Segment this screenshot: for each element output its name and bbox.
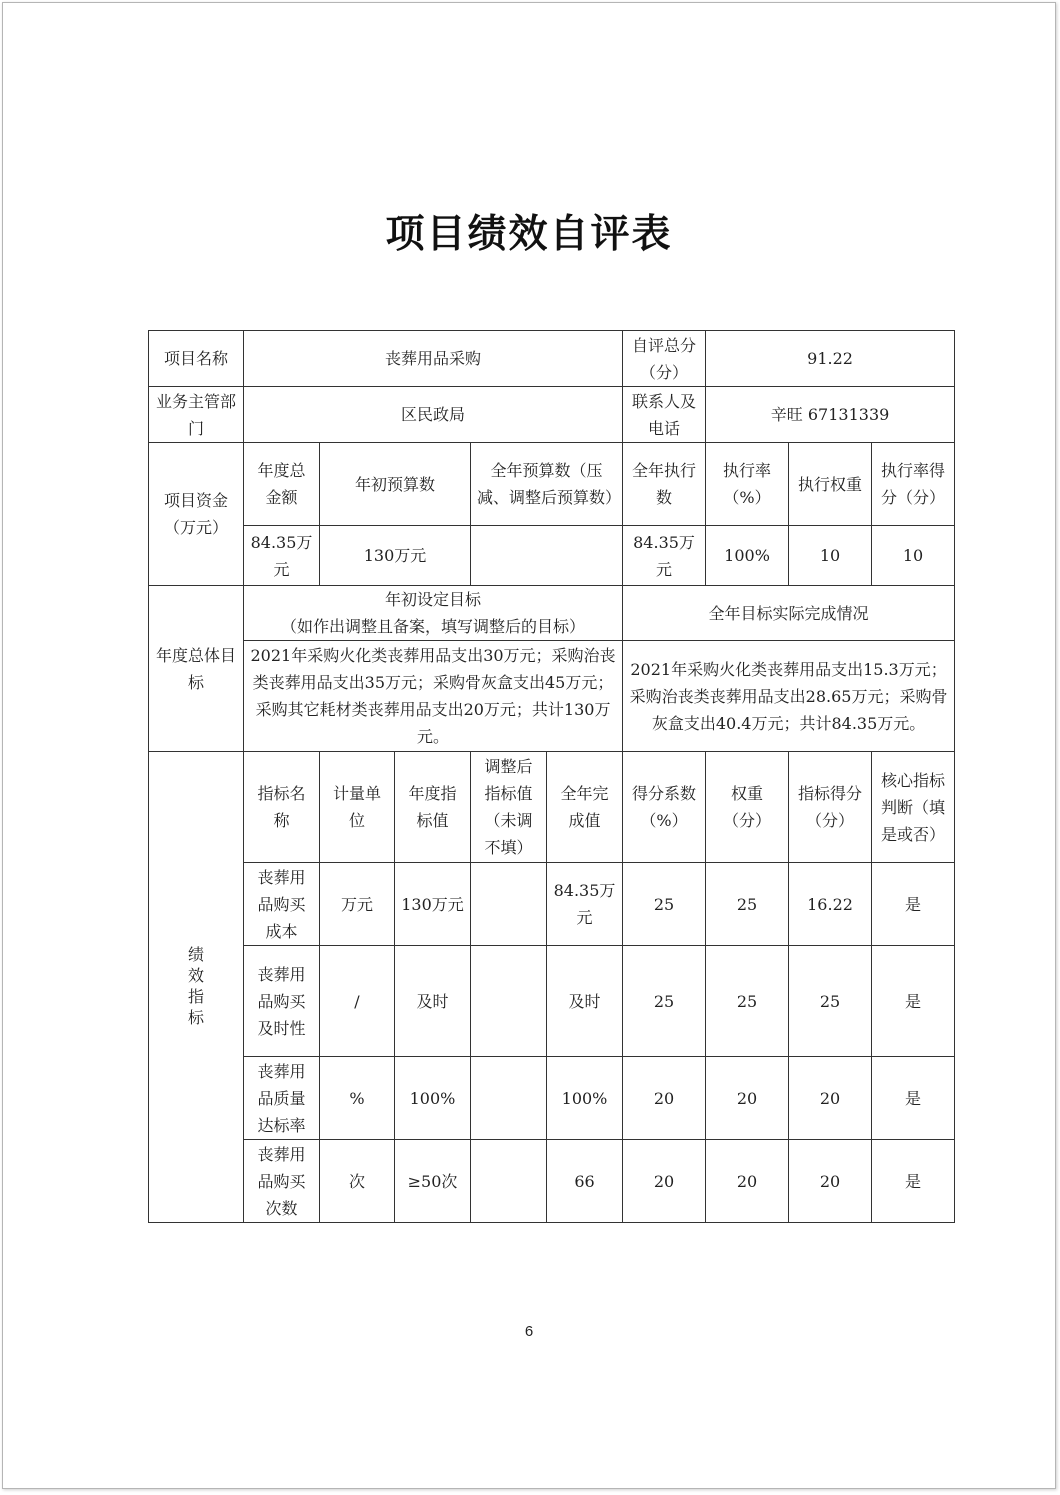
ind-weight: 25 bbox=[706, 946, 789, 1057]
goals-label: 年度总体目标 bbox=[149, 586, 244, 752]
project-name-label: 项目名称 bbox=[149, 331, 244, 387]
ind-annual: 100% bbox=[395, 1057, 471, 1140]
page-number: 6 bbox=[524, 1323, 534, 1340]
self-score-label: 自评总分（分） bbox=[623, 331, 706, 387]
funds-header-total: 年度总金额 bbox=[244, 443, 320, 526]
ind-coefficient: 25 bbox=[623, 863, 706, 946]
funds-header-adjusted: 全年预算数（压减、调整后预算数） bbox=[471, 443, 623, 526]
funds-header-initial: 年初预算数 bbox=[320, 443, 471, 526]
document-page bbox=[2, 2, 1056, 1489]
table-row bbox=[149, 946, 955, 1057]
ind-score: 16.22 bbox=[789, 863, 872, 946]
ind-coefficient: 20 bbox=[623, 1140, 706, 1223]
ind-weight: 20 bbox=[706, 1140, 789, 1223]
ind-header-weight: 权重（分） bbox=[706, 752, 789, 863]
ind-score: 20 bbox=[789, 1140, 872, 1223]
ind-adjusted bbox=[471, 1057, 547, 1140]
ind-name: 丧葬用品购买成本 bbox=[244, 863, 320, 946]
ind-coefficient: 25 bbox=[623, 946, 706, 1057]
table-row bbox=[149, 387, 955, 443]
indicators-label-text: 绩效指标 bbox=[188, 944, 205, 1027]
ind-annual: ≥50次 bbox=[395, 1140, 471, 1223]
ind-weight: 20 bbox=[706, 1057, 789, 1140]
funds-label: 项目资金（万元） bbox=[149, 443, 244, 586]
goals-set-text: 2021年采购火化类丧葬用品支出30万元；采购治丧类丧葬用品支出35万元；采购骨灰盒支出45万元；采购其它耗材类丧葬用品支出20万元；共计130万元。 bbox=[244, 641, 623, 752]
dept-label: 业务主管部门 bbox=[149, 387, 244, 443]
ind-adjusted bbox=[471, 863, 547, 946]
ind-score: 20 bbox=[789, 1057, 872, 1140]
table-row bbox=[149, 863, 955, 946]
ind-adjusted bbox=[471, 946, 547, 1057]
project-name-value: 丧葬用品采购 bbox=[244, 331, 623, 387]
funds-header-rate: 执行率（%） bbox=[706, 443, 789, 526]
funds-total-value: 84.35万元 bbox=[244, 526, 320, 586]
goals-actual-text: 2021年采购火化类丧葬用品支出15.3万元；采购治丧类丧葬用品支出28.65万元；采购骨灰盒支出40.4万元；共计84.35万元。 bbox=[623, 641, 955, 752]
ind-header-annual: 年度指标值 bbox=[395, 752, 471, 863]
ind-header-name: 指标名称 bbox=[244, 752, 320, 863]
ind-unit: 次 bbox=[320, 1140, 395, 1223]
ind-annual: 及时 bbox=[395, 946, 471, 1057]
ind-header-score: 指标得分（分） bbox=[789, 752, 872, 863]
funds-initial-value: 130万元 bbox=[320, 526, 471, 586]
table-row bbox=[149, 1140, 955, 1223]
dept-value: 区民政局 bbox=[244, 387, 623, 443]
contact-value: 辛旺 67131339 bbox=[706, 387, 955, 443]
table-row bbox=[149, 641, 955, 752]
table-row bbox=[149, 752, 955, 863]
ind-unit: / bbox=[320, 946, 395, 1057]
ind-annual: 130万元 bbox=[395, 863, 471, 946]
ind-coefficient: 20 bbox=[623, 1057, 706, 1140]
funds-rate-value: 100% bbox=[706, 526, 789, 586]
table-row bbox=[149, 526, 955, 586]
funds-adjusted-value bbox=[471, 526, 623, 586]
funds-weight-value: 10 bbox=[789, 526, 872, 586]
funds-header-weight: 执行权重 bbox=[789, 443, 872, 526]
ind-header-completed: 全年完成值 bbox=[547, 752, 623, 863]
ind-unit: % bbox=[320, 1057, 395, 1140]
evaluation-table bbox=[148, 330, 955, 1223]
ind-header-coefficient: 得分系数（%） bbox=[623, 752, 706, 863]
funds-score-value: 10 bbox=[872, 526, 955, 586]
goals-set-header bbox=[244, 586, 623, 641]
goals-actual-header: 全年目标实际完成情况 bbox=[623, 586, 955, 641]
ind-unit: 万元 bbox=[320, 863, 395, 946]
ind-completed: 84.35万元 bbox=[547, 863, 623, 946]
self-score-value: 91.22 bbox=[706, 331, 955, 387]
ind-name: 丧葬用品购买次数 bbox=[244, 1140, 320, 1223]
funds-header-score: 执行率得分（分） bbox=[872, 443, 955, 526]
ind-header-adjusted: 调整后指标值（未调不填） bbox=[471, 752, 547, 863]
page-title: 项目绩效自评表 bbox=[385, 212, 673, 257]
table-row bbox=[149, 443, 955, 526]
ind-name: 丧葬用品质量达标率 bbox=[244, 1057, 320, 1140]
contact-label: 联系人及电话 bbox=[623, 387, 706, 443]
ind-header-unit: 计量单位 bbox=[320, 752, 395, 863]
funds-executed-value: 84.35万元 bbox=[623, 526, 706, 586]
funds-header-executed: 全年执行数 bbox=[623, 443, 706, 526]
ind-core: 是 bbox=[872, 1140, 955, 1223]
ind-adjusted bbox=[471, 1140, 547, 1223]
ind-score: 25 bbox=[789, 946, 872, 1057]
goals-set-header-line1: 年初设定目标 bbox=[385, 590, 482, 609]
table-row bbox=[149, 331, 955, 387]
table-row bbox=[149, 586, 955, 641]
ind-completed: 100% bbox=[547, 1057, 623, 1140]
ind-completed: 及时 bbox=[547, 946, 623, 1057]
ind-header-core: 核心指标判断（填是或否） bbox=[872, 752, 955, 863]
goals-set-header-line2: （如作出调整且备案，填写调整后的目标） bbox=[281, 617, 586, 636]
ind-weight: 25 bbox=[706, 863, 789, 946]
ind-core: 是 bbox=[872, 863, 955, 946]
ind-name: 丧葬用品购买及时性 bbox=[244, 946, 320, 1057]
indicators-label bbox=[149, 752, 244, 1223]
ind-core: 是 bbox=[872, 1057, 955, 1140]
ind-completed: 66 bbox=[547, 1140, 623, 1223]
ind-core: 是 bbox=[872, 946, 955, 1057]
table-row bbox=[149, 1057, 955, 1140]
